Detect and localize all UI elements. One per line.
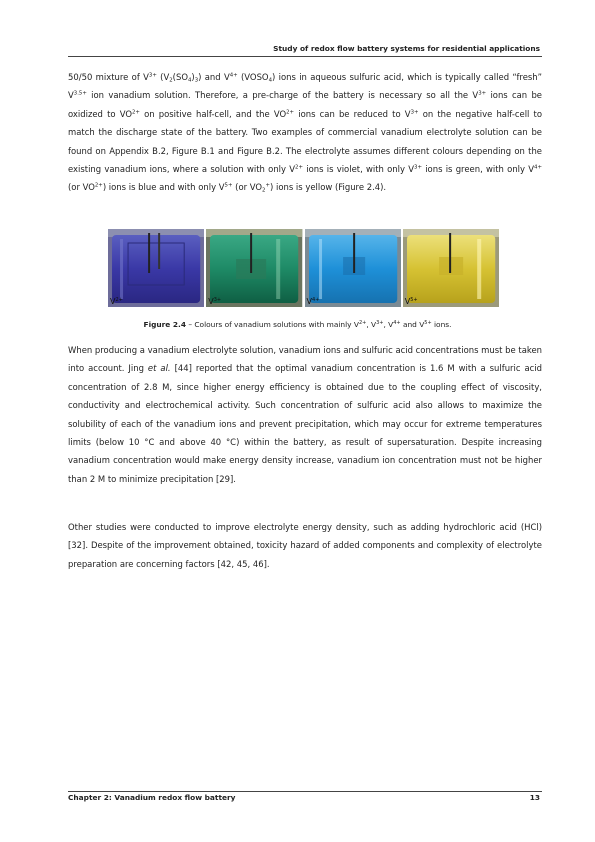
v2-solution-photo (108, 229, 204, 307)
paragraph-1: 50/50 mixture of $V^{3+}$ $(V_2(SO_4)_3)$ and $V^{4+}$ $(VOSO_4)$ ions in aqueous sulfuric acid, which is typically called “fresh” $V^{3.5+}$ ion vanadium solution. Therefore, a pre-charge of the battery is necessary so all the $V^{3+}$ ions can be oxidized to $VO^{2+}$ on positive half-cell, and the $VO^{2+}$ ions can be reduced to $V^{3+}$ on the negative half-cell to match the discharge state of the battery. Two examples of commercial vanadium electrolyte solution can be found on Appendix B.2, Figure B.1 and Figure B.2. The electrolyte assumes different colours depending on the existing vanadium ions, where a solution with only $V^{2+}$ ions is violet, with only $V^{3+}$ ions is green, with only $V^{4+}$ (or $VO^{2+}$) ions is blue and with only $V^{5+}$ (or $VO_2^+$) ions is yellow (Figure 2.4). (68, 72, 543, 194)
header-rule (68, 56, 542, 57)
photo-panel-v5 (403, 229, 499, 307)
footer-rule (68, 791, 542, 792)
photo-panel-v3 (206, 229, 302, 307)
photo-panel-v2 (108, 229, 204, 307)
label-v5: $V^{5+}$ (404, 297, 418, 306)
v5-solution-photo (403, 229, 499, 307)
figure-vanadium-solutions (108, 229, 499, 307)
label-v2: $V^{2+}$ (110, 297, 123, 306)
label-v3: $V^{3+}$ (208, 297, 222, 306)
figure-caption: Figure 2.4 – Colours of vanadium solutions with mainly $V^{2+}$, $V^{3+}$, $V^{4+}$ and $V^{5+}$ ions. (143, 320, 452, 329)
v3-solution-photo (206, 229, 302, 307)
photo-panel-v4 (305, 229, 401, 307)
running-header: Study of redox flow battery systems for residential applications (273, 44, 540, 53)
paragraph-2: When producing a vanadium electrolyte solution, vanadium ions and sulfuric acid concentrations must be taken into account. Jing et al. [44] reported that the optimal vanadium concentration is 1.6 M with a sulfuric acid concentration of 2.8 M, since higher energy efficiency is obtained due to the coupling effect of viscosity, conductivity and electrochemical activity. Such concentration of sulfuric acid also allows to maximize the solubility of each of the vanadium ions and prevent precipitation, which may occur for extreme temperatures limits (below 10 °C and above 40 °C) within the battery, as result of supersaturation. Despite increasing vanadium concentration would make energy density increase, vanadium ion concentration must not be higher than 2 M to minimize precipitation [29]. (68, 345, 542, 484)
v4-solution-photo (305, 229, 401, 307)
page-number: 13 (529, 793, 540, 802)
footer-chapter-title: Chapter 2: Vanadium redox flow battery (68, 793, 236, 802)
label-v4: $V^{4+}$ (306, 297, 320, 306)
paragraph-3: Other studies were conducted to improve electrolyte energy density, such as adding hydrochloric acid (HCl) [32]. Despite of the improvement obtained, toxicity hazard of added components and complexity of electrolyte preparation are concerning factors [42, 45, 46]. (68, 522, 542, 569)
